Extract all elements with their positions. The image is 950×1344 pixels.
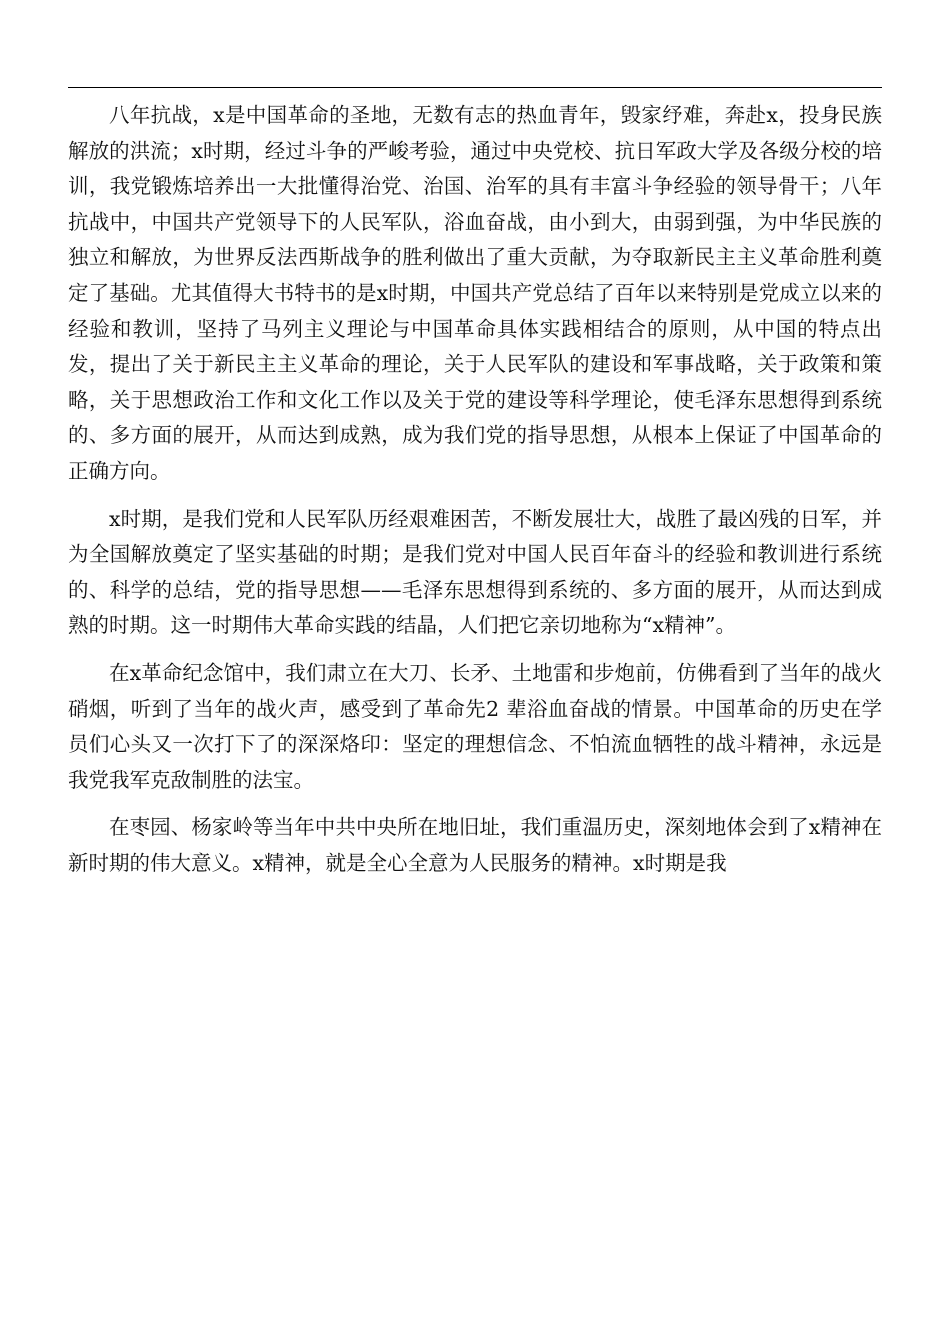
paragraph-1: 八年抗战，x是中国革命的圣地，无数有志的热血青年，毁家纾难，奔赴x，投身民族解放的洪流；x时期，经过斗争的严峻考验，通过中央党校、抗日军政大学及各级分校的培训，我党锻炼培养出一大批懂得治党、治国、治军的具有丰富斗争经验的领导骨干；八年抗战中，中国共产党领导下的人民军队，浴血奋战，由小到大，由弱到强，为中华民族的独立和解放，为世界反法西斯战争的胜利做出了重大贡献，为夺取新民主主义革命胜利奠定了基础。尤其值得大书特书的是x时期，中国共产党总结了百年以来特别是党成立以来的经验和教训，坚持了马列主义理论与中国革命具体实践相结合的原则，从中国的特点出发，提出了关于新民主主义革命的理论，关于人民军队的建设和军事战略，关于政策和策略，关于思想政治工作和文化工作以及关于党的建设等科学理论，使毛泽东思想得到系统的、多方面的展开，从而达到成熟，成为我们党的指导思想，从根本上保证了中国革命的正确方向。 xyxy=(68,103,882,483)
paragraph-4: 在枣园、杨家岭等当年中共中央所在地旧址，我们重温历史，深刻地体会到了x精神在新时期的伟大意义。x精神，就是全心全意为人民服务的精神。x时期是我 xyxy=(68,815,882,875)
document-body xyxy=(68,98,882,893)
paragraph-3: 在x革命纪念馆中，我们肃立在大刀、长矛、土地雷和步炮前，仿佛看到了当年的战火硝烟，听到了当年的战火声，感受到了革命先2 辈浴血奋战的情景。中国革命的历史在学员们心头又一次打下了的深深烙印：坚定的理想信念、不怕流血牺牲的战斗精神，永远是我党我军克敌制胜的法宝。 xyxy=(68,660,882,792)
header-rule xyxy=(68,87,882,88)
paragraph-2: x时期，是我们党和人民军队历经艰难困苦，不断发展壮大，战胜了最凶残的日军，并为全国解放奠定了坚实基础的时期；是我们党对中国人民百年奋斗的经验和教训进行系统的、科学的总结，党的指导思想——毛泽东思想得到系统的、多方面的展开，从而达到成熟的时期。这一时期伟大革命实践的结晶，人们把它亲切地称为“x精神”。 xyxy=(68,506,882,638)
